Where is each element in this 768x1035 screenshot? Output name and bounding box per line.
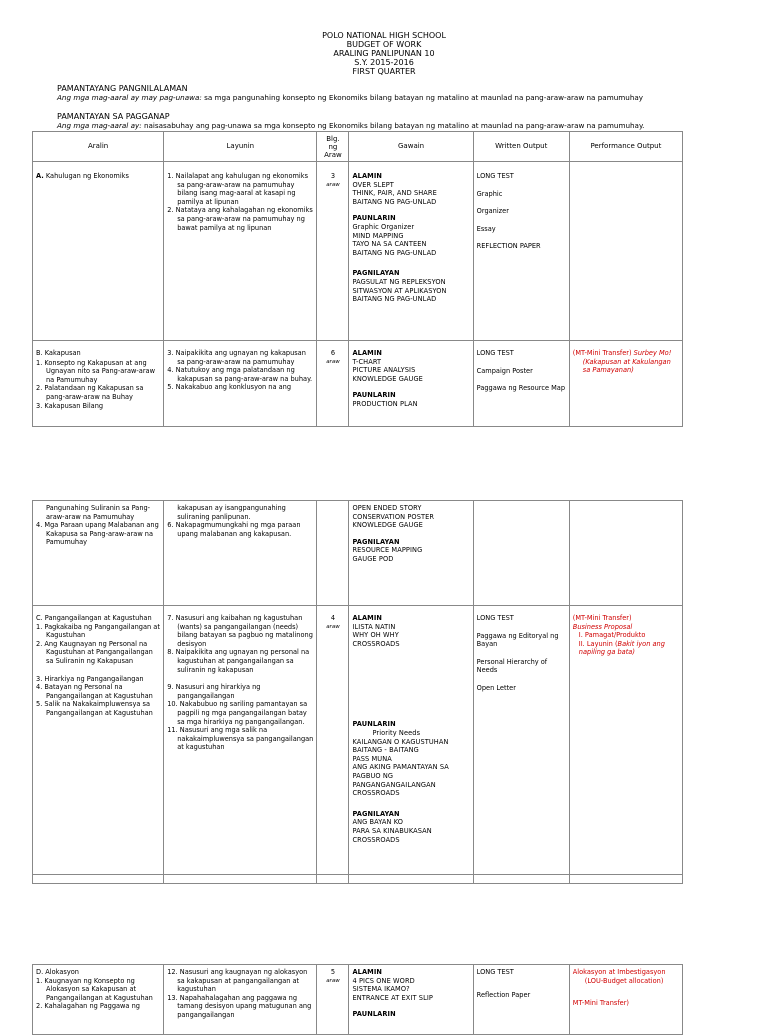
written-output-cell: LONG TEST Campaign Poster Paggawa ng Resource Map xyxy=(473,341,569,427)
aralin-cell: B. Kakapusan 1. Konsepto ng Kakapusan at ang Ugnayan nito sa Pang-araw-araw na Pamumuhay 2. Palatandaan ng Kakapusan sa pang-araw-araw na Buhay 3. Kakapusan Bilang xyxy=(33,341,164,427)
aralin-cell: A. Kahulugan ng Ekonomiks xyxy=(33,162,164,341)
school-name: POLO NATIONAL HIGH SCHOOL xyxy=(322,31,446,40)
performance-output-cell: (MT-Mini Transfer) Surbey Mo! (Kakapusan at Kakulangan sa Pamayanan) xyxy=(569,341,682,427)
table-header-row xyxy=(33,132,683,162)
document-header xyxy=(0,31,768,76)
days-cell xyxy=(317,501,349,606)
subject-name: ARALING PANLIPUNAN 10 xyxy=(333,49,435,58)
layunin-cell: 1. Nailalapat ang kahulugan ng ekonomiks sa pang-araw-araw na pamumuhay bilang isang mag-aaral at kasapi ng pamilya at lipunan 2. Natataya ang kahalagahan ng ekonomiks sa pang-araw-araw na pamumuhay ng bawat pamilya at ng lipunan xyxy=(164,162,317,341)
budget-table-page-3 xyxy=(32,964,683,1035)
performance-output-cell xyxy=(569,162,682,341)
layunin-cell: 12. Nasusuri ang kaugnayan ng alokasyon sa kakapusan at pangangailangan at kagustuhan 13. Napahahalagahan ang paggawa ng tamang desisyon upang matugunan ang pangangailangan xyxy=(164,965,317,1035)
aralin-cell: D. Alokasyon 1. Kaugnayan ng Konsepto ng Alokasyon sa Kakapusan at Pangangailangan at Kagustuhan 2. Kahalagahan ng Paggawa ng xyxy=(33,965,164,1035)
col-header-layunin: Layunin xyxy=(164,132,317,162)
written-output-cell: LONG TEST Reflection Paper xyxy=(473,965,569,1035)
gawain-cell: OPEN ENDED STORY CONSERVATION POSTER KNOWLEDGE GAUGE PAGNILAYAN RESOURCE MAPPING GAUGE POD xyxy=(349,501,473,606)
gawain-cell: ALAMIN OVER SLEPT THINK, PAIR, AND SHARE BAITANG NG PAG-UNLAD PAUNLARIN Graphic Organizer MIND MAPPING TAYO NA SA CANTEEN BAITANG NG PAG-UNLAD PAGNILAYAN PAGSULAT NG REPLEKSYON SITWASYON AT APLIKASYON BAITANG NG PAG-UNLAD xyxy=(349,162,473,341)
content-standard-title: PAMANTAYANG PANGNILALAMAN xyxy=(57,84,188,93)
performance-standard-lead: Ang mga mag-aaral ay: xyxy=(57,121,142,130)
table-row xyxy=(33,501,683,606)
school-year: S.Y. 2015-2016 xyxy=(354,58,414,67)
gawain-cell: ALAMIN 4 PICS ONE WORD SISTEMA IKAMO? ENTRANCE AT EXIT SLIP PAUNLARIN xyxy=(349,965,473,1035)
col-header-gawain: Gawain xyxy=(349,132,473,162)
col-header-aralin: Aralin xyxy=(33,132,164,162)
layunin-cell: kakapusan ay isangpangunahing suliraning panlipunan. 6. Nakapagmumungkahi ng mga paraan upang malabanan ang kakapusan. xyxy=(164,501,317,606)
content-standard-text: sa mga pangunahing konsepto ng Ekonomiks bilang batayan ng matalino at maunlad na pang-araw-araw na pamumuhay xyxy=(201,93,644,102)
performance-output-cell: Alokasyon at Imbestigasyon (LOU-Budget allocation) MT-Mini Transfer) xyxy=(569,965,682,1035)
performance-standard-text: naisasabuhay ang pag-unawa sa mga konsepto ng Ekonomiks bilang batayan ng matalino at maunlad na pang-araw-araw na pamumuhay. xyxy=(141,121,645,130)
days-cell: 5 araw xyxy=(317,965,349,1035)
layunin-cell: 3. Naipakikita ang ugnayan ng kakapusan sa pang-araw-araw na pamumuhay 4. Natutukoy ang mga palatandaan ng kakapusan sa pang-araw-araw na buhay. 5. Nakakabuo ang konklusyon na ang xyxy=(164,341,317,427)
aralin-cell: Pangunahing Suliranin sa Pang-araw-araw na Pamumuhay 4. Mga Paraan upang Malabanan ang Kakapusa sa Pang-araw-araw na Pamumuhay xyxy=(33,501,164,606)
written-output-cell xyxy=(473,501,569,606)
table-row xyxy=(33,965,683,1035)
content-standard xyxy=(57,84,747,102)
document-title: BUDGET OF WORK xyxy=(346,40,422,49)
written-output-cell: LONG TEST Paggawa ng Editoryal ng Bayan Personal Hierarchy of Needs Open Letter xyxy=(473,606,569,875)
performance-output-cell xyxy=(569,501,682,606)
gawain-cell: ALAMIN ILISTA NATIN WHY OH WHY CROSSROADS PAUNLARIN Priority Needs KAILANGAN O KAGUSTUHAN BAITANG - BAITANG PASS MUNA ANG AKING PAMANTAYAN SA PAGBUO NG PANGANGANGAILANGAN CROSSROADS PAGNILAYAN ANG BAYAN KO PARA SA KINABUKASAN CROSSROADS xyxy=(349,606,473,875)
written-output-cell: LONG TEST Graphic Organizer Essay REFLECTION PAPER xyxy=(473,162,569,341)
layunin-cell: 7. Nasusuri ang kaibahan ng kagustuhan (wants) sa pangangailangan (needs) bilang batayan sa pagbuo ng matalinong desisyon 8. Naipakikita ang ugnayan ng personal na kagustuhan at pangangailangan sa suliranin ng kakapusan 9. Nasusuri ang hirarkiya ng pangangailangan 10. Nakabubuo ng sariling pamantayan sa pagpili ng mga pangangailangan batay sa mga hirarkiya ng pangangailangan. 11. Nasusuri ang mga salik na nakakaimpluwensya sa pangangailangan at kagustuhan xyxy=(164,606,317,875)
content-standard-lead: Ang mga mag-aaral ay may pag-unawa: xyxy=(57,93,202,102)
performance-standard xyxy=(57,112,747,130)
table-row xyxy=(33,875,683,884)
col-header-written-output: Written Output xyxy=(473,132,569,162)
performance-standard-title: PAMANTAYAN SA PAGGANAP xyxy=(57,112,170,121)
table-row xyxy=(33,162,683,341)
budget-table-page-1 xyxy=(32,131,683,427)
col-header-blg: Blg. ng Araw xyxy=(317,132,349,162)
budget-table-page-2 xyxy=(32,500,683,884)
aralin-cell: C. Pangangailangan at Kagustuhan 1. Pagkakaiba ng Pangangailangan at Kagustuhan 2. Ang Kaugnayan ng Personal na Kagustuhan at Pangangailangan sa Suliranin ng Kakapusan 3. Hirarkiya ng Pangangailangan 4. Batayan ng Personal na Pangangailangan at Kagustuhan 5. Salik na Nakakaimpluwensya sa Pangangailangan at Kagustuhan xyxy=(33,606,164,875)
col-header-performance-output: Performance Output xyxy=(569,132,682,162)
table-row xyxy=(33,606,683,875)
days-cell: 3 araw xyxy=(317,162,349,341)
performance-output-cell: (MT-Mini Transfer) Business Proposal I. Pamagat/Produkto II. Layunin (Bakit iyon ang napiling ga bata) xyxy=(569,606,682,875)
days-cell: 6 araw xyxy=(317,341,349,427)
days-cell: 4 araw xyxy=(317,606,349,875)
gawain-cell: ALAMIN T-CHART PICTURE ANALYSIS KNOWLEDGE GAUGE PAUNLARIN PRODUCTION PLAN xyxy=(349,341,473,427)
quarter-label: FIRST QUARTER xyxy=(352,67,416,76)
table-row xyxy=(33,341,683,427)
